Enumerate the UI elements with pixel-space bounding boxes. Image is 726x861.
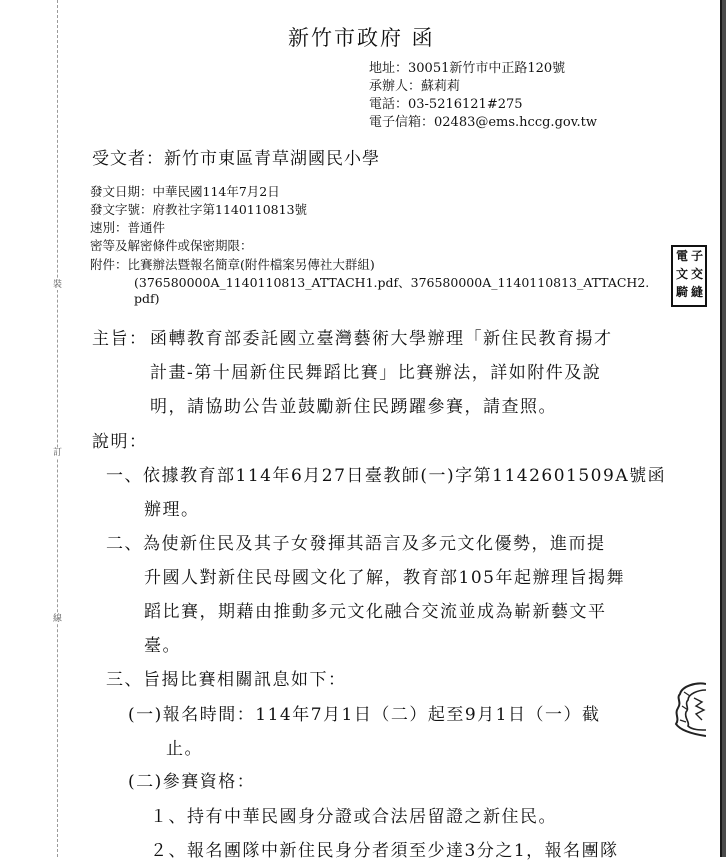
binding-char-xian: 線 — [53, 614, 63, 624]
sub-item-registration-cont: 止。 — [166, 739, 203, 759]
subject-label: 主旨： — [92, 329, 148, 349]
stamp-char: 交 — [691, 267, 704, 281]
document-title: 新竹市政府 函 — [288, 26, 435, 50]
sender-handler: 承辦人：蘇莉莉 — [369, 79, 461, 94]
security-level: 密等及解密條件或保密期限： — [90, 238, 253, 253]
subject-line-3: 明，請協助公告並鼓勵新住民踴躍參賽，請查照。 — [150, 397, 557, 417]
explanation-item-2-line-3: 蹈比賽，期藉由推動多元文化融合交流並成為嶄新藝文平 — [144, 602, 607, 622]
electronic-seam-stamp — [671, 245, 707, 307]
sender-address: 地址：30051新竹市中正路120號 — [369, 61, 566, 76]
explanation-item-2-line-2: 升國人對新住民母國文化了解，教育部105年起辦理旨揭舞 — [144, 568, 625, 588]
recipient: 受文者：新竹市東區青草湖國民小學 — [92, 149, 380, 169]
stamp-char: 縫 — [691, 285, 704, 299]
sub-item-eligibility: (二)參賽資格： — [128, 772, 256, 792]
right-frame-inner — [720, 0, 722, 857]
sender-email: 電子信箱：02483@ems.hccg.gov.tw — [369, 115, 598, 130]
official-seal-fragment — [672, 680, 706, 740]
stamp-char: 騎 — [676, 285, 689, 299]
binding-char-ding: 訂 — [53, 448, 63, 458]
issue-number: 發文字號：府教社字第1140110813號 — [90, 202, 308, 217]
stamp-char: 文 — [676, 267, 689, 281]
stamp-char: 電 — [676, 249, 689, 263]
eligibility-item-1: １、持有中華民國身分證或合法居留證之新住民。 — [150, 807, 557, 827]
eligibility-item-2: ２、報名團隊中新住民身分者須至少達3分之1，報名團隊 — [150, 841, 619, 861]
issue-date: 發文日期：中華民國114年7月2日 — [90, 184, 280, 199]
attachment-files[interactable]: (376580000A_1140110813_ATTACH1.pdf、376580000A_1140110813_ATTACH2. — [134, 275, 650, 290]
explanation-item-2: 二、為使新住民及其子女發揮其語言及多元文化優勢，進而提 — [106, 534, 606, 554]
delivery-speed: 速別：普通件 — [90, 220, 166, 235]
explanation-label: 說明： — [92, 432, 148, 452]
explanation-item-1-cont: 辦理。 — [144, 500, 200, 520]
attachment-files-cont[interactable]: pdf) — [134, 291, 160, 306]
binding-line — [57, 0, 58, 857]
attachment-label: 附件：比賽辦法暨報名簡章(附件檔案另傳社大群組) — [90, 257, 375, 272]
subject-line-1: 函轉教育部委託國立臺灣藝術大學辦理「新住民教育揚才 — [150, 329, 613, 349]
sender-phone: 電話：03-5216121#275 — [369, 97, 523, 112]
explanation-item-3: 三、旨揭比賽相關訊息如下： — [106, 670, 347, 690]
subject-line-2: 計畫-第十屆新住民舞蹈比賽」比賽辦法，詳如附件及說 — [150, 363, 602, 383]
explanation-item-2-line-4: 臺。 — [144, 636, 181, 656]
binding-char-zhuang: 裝 — [53, 280, 63, 290]
right-frame — [722, 0, 726, 857]
stamp-char: 子 — [691, 249, 704, 263]
explanation-item-1: 一、依據教育部114年6月27日臺教師(一)字第1142601509A號函 — [106, 466, 667, 486]
sub-item-registration: (一)報名時間：114年7月1日（二）起至9月1日（一）截 — [128, 705, 601, 725]
